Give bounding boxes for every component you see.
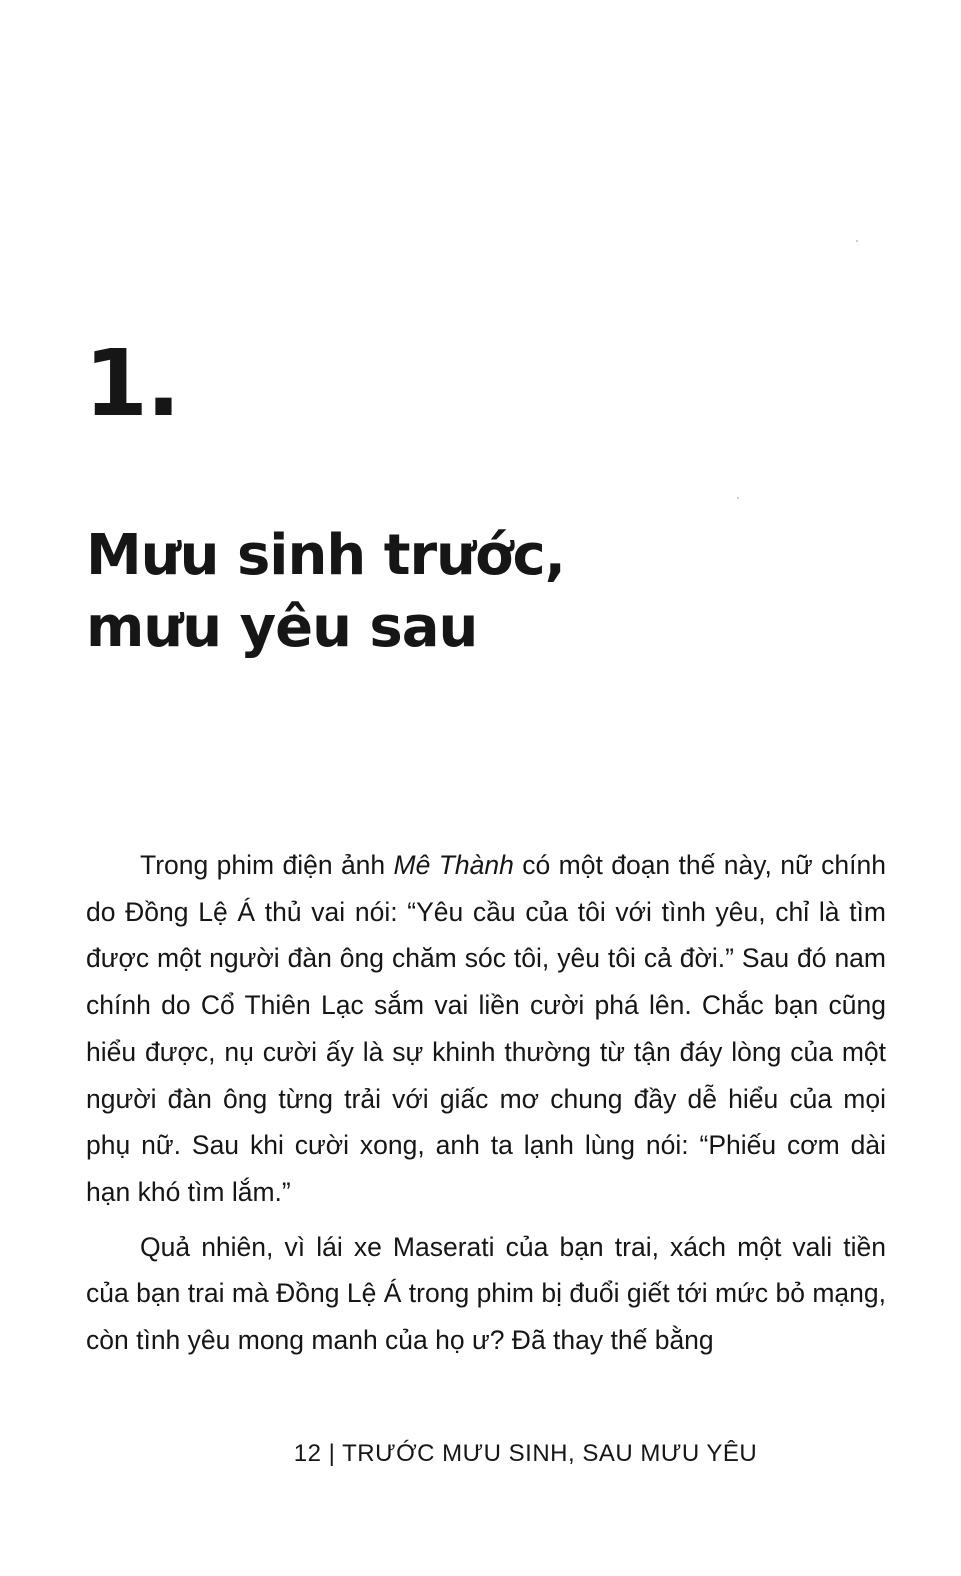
chapter-title bbox=[86, 520, 565, 664]
paragraph-1 bbox=[86, 842, 886, 1216]
chapter-title-line-1: Mưu sinh trước, bbox=[86, 523, 565, 588]
paragraph-2: Quả nhiên, vì lái xe Maserati của bạn trai, xách một vali tiền của bạn trai mà Đồng Lệ Á trong phim bị đuổi giết tới mức bỏ mạng, còn tình yêu mong manh của họ ư? Đã thay thế bằng bbox=[86, 1231, 886, 1356]
scan-speck bbox=[856, 240, 858, 242]
chapter-number: 1. bbox=[84, 330, 179, 437]
page-number: 12 bbox=[293, 1440, 322, 1467]
film-title: Mê Thành bbox=[393, 850, 514, 880]
paragraph-1-lead: Trong phim điện ảnh bbox=[140, 850, 394, 880]
chapter-title-line-2: mưu yêu sau bbox=[86, 595, 478, 660]
running-title: TRƯỚC MƯU SINH, SAU MƯU YÊU bbox=[342, 1440, 758, 1467]
page-footer bbox=[0, 1440, 961, 1468]
paragraph-1-rest: có một đoạn thế này, nữ chính do Đồng Lệ Á thủ vai nói: “Yêu cầu của tôi với tình yêu, chỉ là tìm được một người đàn ông chăm sóc tôi, yêu tôi cả đời.” Sau đó nam chính do Cổ Thiên Lạc sắm vai liền cười phá lên. Chắc bạn cũng hiểu được, nụ cười ấy là sự khinh thường từ tận đáy lòng của một người đàn ông từng trải với giấc mơ chung đầy dễ hiểu của mọi phụ nữ. Sau khi cười xong, anh ta lạnh lùng nói: “Phiếu cơm dài hạn khó tìm lắm.” bbox=[86, 850, 886, 1207]
body-text bbox=[86, 842, 886, 1372]
footer-separator: | bbox=[328, 1440, 336, 1467]
scan-speck bbox=[737, 497, 739, 499]
